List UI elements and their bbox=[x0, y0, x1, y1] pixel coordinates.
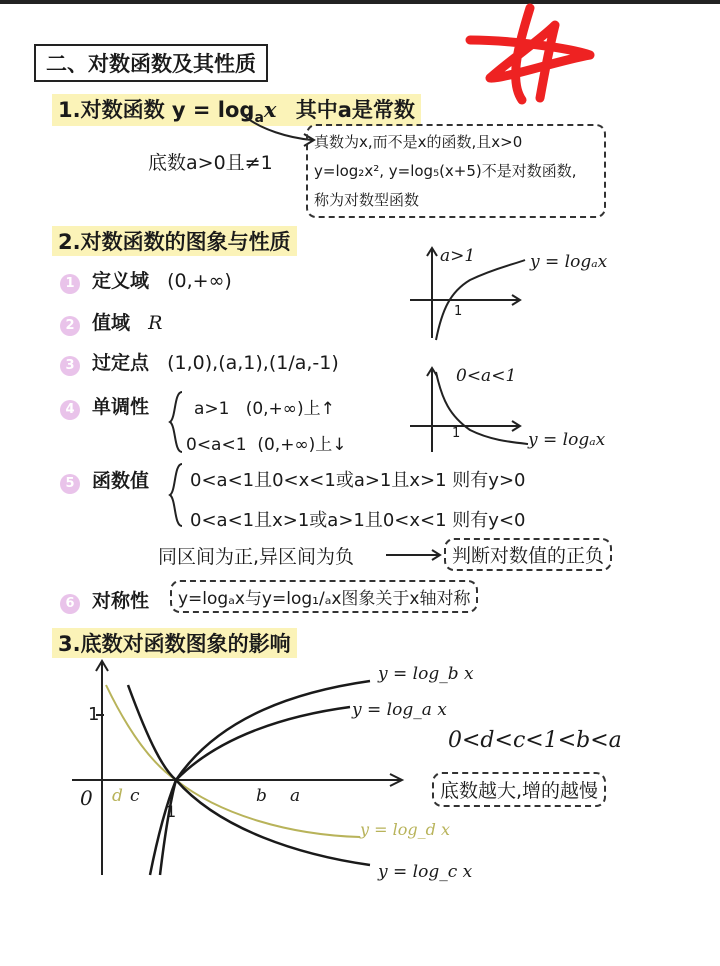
p3-label-a: y = log_a x bbox=[352, 700, 447, 720]
g1-label: y = logₐx bbox=[530, 252, 608, 272]
item-1-value: (0,+∞) bbox=[167, 270, 232, 292]
axis-a: a bbox=[290, 786, 301, 806]
item-4-label: 单调性 bbox=[92, 396, 150, 418]
p2-item-3 bbox=[60, 348, 339, 376]
badge-6: 6 bbox=[60, 594, 80, 614]
g2-cond: 0<a<1 bbox=[456, 366, 517, 386]
item-5-line-1: 0<a<1且0<x<1或a>1且x>1 则有y>0 bbox=[190, 470, 526, 491]
badge-2: 2 bbox=[60, 316, 80, 336]
section-title-text: 二、对数函数及其性质 bbox=[46, 52, 256, 76]
badge-1: 1 bbox=[60, 274, 80, 294]
p2-item-4 bbox=[60, 392, 149, 420]
brace-5 bbox=[168, 462, 184, 528]
p1-heading-tail: 其中a是常数 bbox=[295, 98, 415, 122]
g1-tick: 1 bbox=[454, 304, 463, 319]
item-4-line-2: 0<a<1 (0,+∞)上↓ bbox=[186, 435, 347, 455]
g2-label: y = logₐx bbox=[528, 430, 606, 450]
item-6-label: 对称性 bbox=[92, 590, 150, 612]
item-2-value: R bbox=[148, 312, 163, 334]
p2-rule: 同区间为正,异区间为负 bbox=[158, 546, 355, 568]
p2-item-5 bbox=[60, 466, 149, 494]
p3-relation: 0<d<c<1<b<a bbox=[448, 728, 622, 753]
p3-label-c: y = log_c x bbox=[378, 862, 473, 882]
item-5-line-2: 0<a<1且x>1或a>1且0<x<1 则有y<0 bbox=[190, 510, 526, 531]
p1-note-line-2: y=log₂x², y=log₅(x+5)不是对数函数, bbox=[314, 162, 577, 180]
axis-d: d bbox=[112, 786, 123, 806]
p1-note-line-1: 真数为x,而不是x的函数,且x>0 bbox=[314, 133, 523, 151]
brace-4 bbox=[168, 390, 184, 454]
p1-heading-sub: a bbox=[254, 110, 264, 127]
p2-item-1 bbox=[60, 266, 232, 294]
rule-arrow bbox=[384, 548, 444, 562]
item-2-label: 值域 bbox=[92, 312, 131, 334]
p1-heading-var: x bbox=[263, 97, 277, 122]
rule-box-text: 判断对数值的正负 bbox=[452, 545, 605, 567]
section-title bbox=[34, 44, 268, 82]
item-3-label: 过定点 bbox=[92, 352, 150, 374]
symmetry-box bbox=[170, 580, 478, 613]
p1-heading bbox=[52, 94, 421, 126]
base-effect-graph bbox=[70, 655, 410, 895]
badge-5: 5 bbox=[60, 474, 80, 494]
symmetry-text: y=logₐx与y=log₁/ₐx图象关于x轴对称 bbox=[178, 589, 471, 609]
item-5-label: 函数值 bbox=[92, 470, 150, 492]
axis-c: c bbox=[130, 786, 140, 806]
item-1-label: 定义域 bbox=[92, 270, 150, 292]
rule-box bbox=[444, 538, 612, 571]
top-border bbox=[0, 0, 720, 4]
p2-heading: 2.对数函数的图象与性质 bbox=[52, 226, 297, 256]
p3-label-d: y = log_d x bbox=[360, 820, 450, 839]
badge-3: 3 bbox=[60, 356, 80, 376]
g1-cond: a>1 bbox=[440, 246, 476, 266]
p2-item-2 bbox=[60, 308, 162, 336]
axis-one-x: 1 bbox=[166, 802, 177, 821]
p3-box-text: 底数越大,增的越慢 bbox=[440, 780, 599, 802]
badge-4: 4 bbox=[60, 400, 80, 420]
p1-note-line-3: 称为对数型函数 bbox=[314, 191, 420, 209]
p3-box bbox=[432, 772, 606, 807]
g2-tick: 1 bbox=[452, 426, 461, 441]
p1-note-box bbox=[306, 124, 606, 218]
p1-base-note: 底数a>0且≠1 bbox=[148, 152, 273, 174]
p1-heading-text: 1.对数函数 y = log bbox=[58, 98, 255, 122]
red-star-mark-icon bbox=[460, 0, 610, 110]
p2-item-6 bbox=[60, 586, 149, 614]
item-3-value: (1,0),(a,1),(1/a,-1) bbox=[167, 352, 339, 374]
p3-heading: 3.底数对函数图象的影响 bbox=[52, 628, 297, 658]
p3-label-b: y = log_b x bbox=[378, 664, 474, 684]
axis-origin: 0 bbox=[80, 786, 93, 810]
axis-one-y: 1 bbox=[88, 704, 100, 725]
axis-b: b bbox=[256, 786, 267, 806]
item-4-line-1: a>1 (0,+∞)上↑ bbox=[194, 399, 335, 419]
